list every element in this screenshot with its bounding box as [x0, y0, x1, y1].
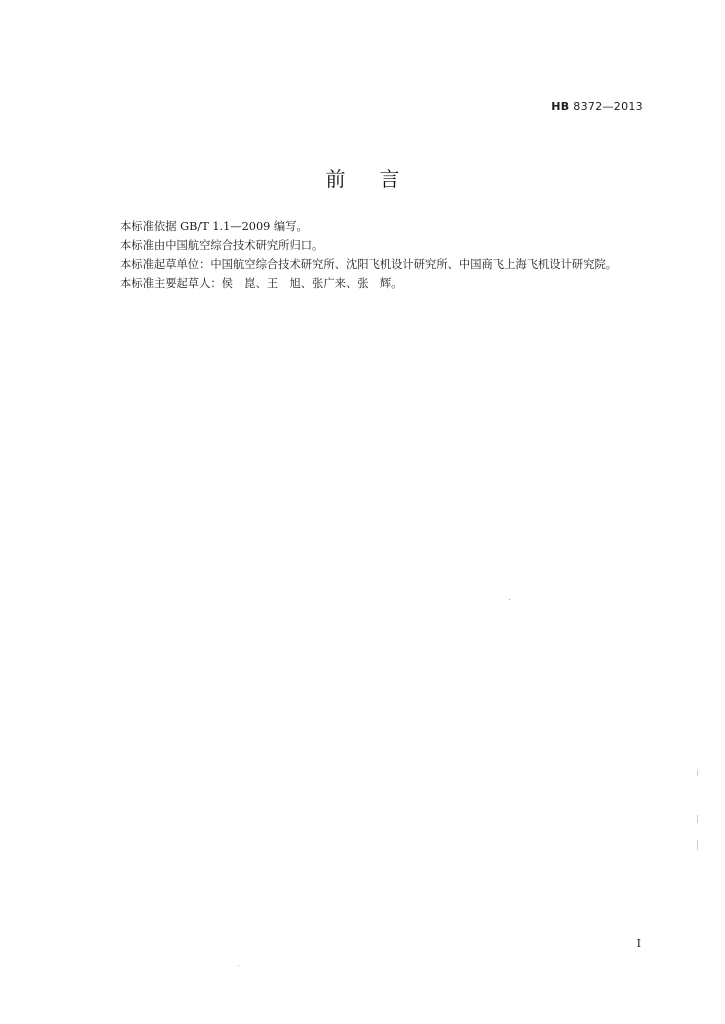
scan-speck — [697, 770, 698, 776]
scan-speck — [697, 840, 698, 850]
foreword-body — [120, 217, 660, 293]
foreword-line-drafting-units: 本标准起草单位：中国航空综合技术研究所、沈阳飞机设计研究所、中国商飞上海飞机设计研究院。 — [120, 258, 618, 271]
foreword-line-responsible-org: 本标准由中国航空综合技术研究所归口。 — [120, 239, 324, 252]
foreword-line-drafters: 本标准主要起草人：侯 崑、王 旭、张广来、张 辉。 — [120, 277, 403, 290]
foreword-line-drafting-basis: 本标准依据 GB/T 1.1—2009 编写。 — [120, 220, 308, 233]
scan-speck — [509, 599, 510, 600]
page-number: I — [636, 937, 641, 950]
scan-speck — [238, 965, 239, 966]
standard-prefix: HB — [551, 100, 570, 113]
standard-code: 8372—2013 — [573, 100, 643, 113]
scan-speck — [697, 815, 698, 823]
standard-number — [551, 100, 643, 113]
page-title: 前言 — [325, 167, 434, 191]
